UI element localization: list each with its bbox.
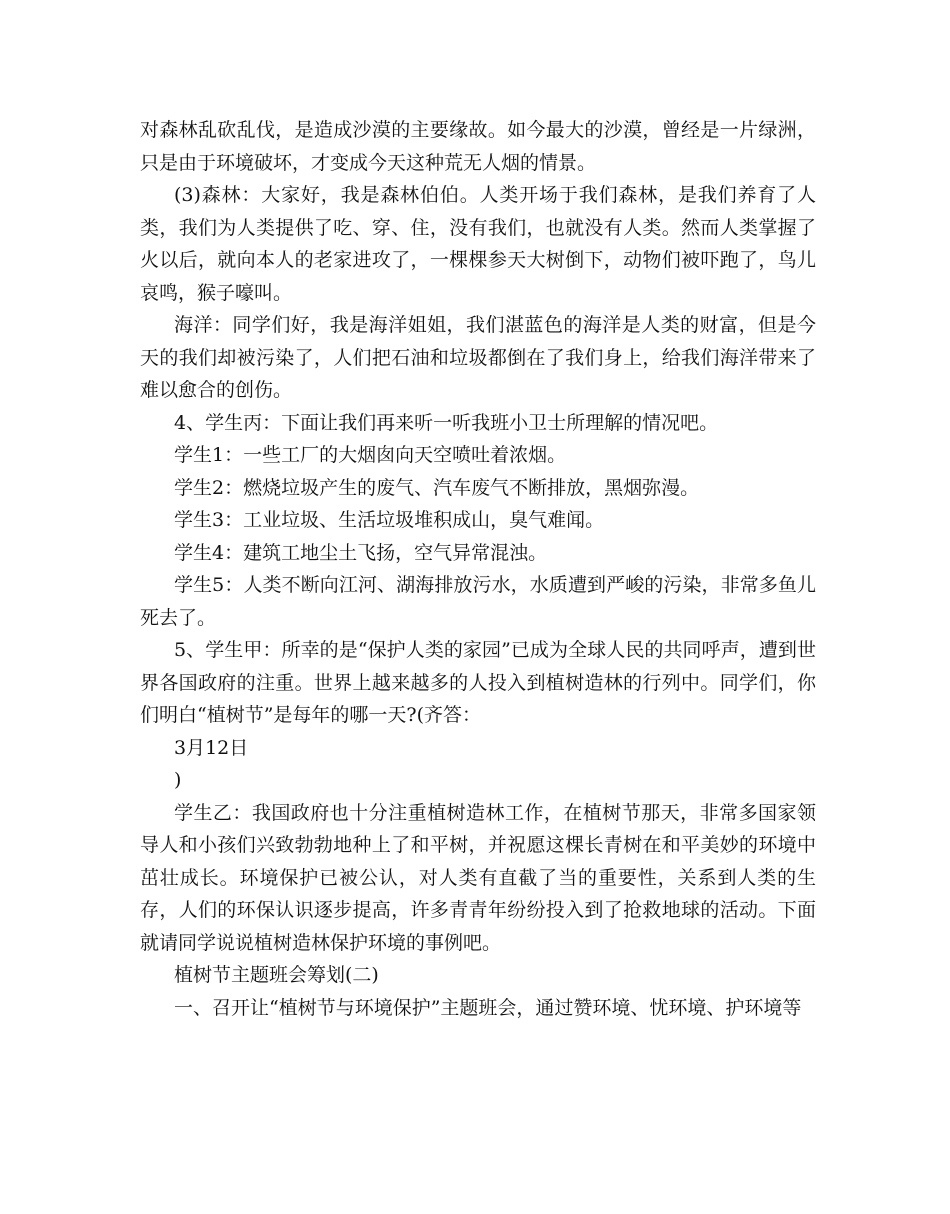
paragraph-student-5: 学生5：人类不断向江河、湖海排放污水，水质遭到严峻的污染，非常多鱼儿死去了。 bbox=[140, 574, 816, 629]
paragraph-student-1: 学生1：一些工厂的大烟囱向天空喷吐着浓烟。 bbox=[174, 444, 567, 466]
paragraph-student-a: 5、学生甲：所幸的是“保护人类的家园”已成为全球人民的共同呼声，遭到世界各国政府的注重。世界上越来越多的人投入到植树造林的行列中。同学们，你们明白“植树节”是每年的哪一天?(齐答： bbox=[140, 639, 816, 726]
paragraph-student-c: 4、学生丙：下面让我们再来听一听我班小卫士所理解的情况吧。 bbox=[174, 411, 719, 434]
paragraph-student-3: 学生3：工业垃圾、生活垃圾堆积成山，臭气难闻。 bbox=[174, 509, 605, 531]
paragraph-closing-paren: ) bbox=[174, 769, 182, 791]
paragraph-ocean-speech: 海洋：同学们好，我是海洋姐姐，我们湛蓝色的海洋是人类的财富，但是今天的我们却被污染了，人们把石油和垃圾都倒在了我们身上，给我们海洋带来了难以愈合的创伤。 bbox=[140, 314, 816, 401]
paragraph-section-one: 一、召开让“植树节与环境保护”主题班会，通过赞环境、忧环境、护环境等 bbox=[174, 996, 802, 1019]
document-body bbox=[140, 114, 816, 1024]
paragraph-desert-cause: 对森林乱砍乱伐，是造成沙漠的主要缘故。如今最大的沙漠，曾经是一片绿洲，只是由于环境破坏，才变成今天这种荒无人烟的情景。 bbox=[140, 119, 816, 174]
paragraph-date-answer: 3月12日 bbox=[174, 736, 249, 759]
paragraph-forest-speech: (3)森林：大家好，我是森林伯伯。人类开场于我们森林，是我们养育了人类，我们为人类提供了吃、穿、住，没有我们，也就没有人类。然而人类掌握了火以后，就向本人的老家进攻了，一棵棵参天大树倒下，动物们被吓跑了，鸟儿哀鸣，猴子嚎叫。 bbox=[140, 184, 816, 304]
paragraph-student-2: 学生2：燃烧垃圾产生的废气、汽车废气不断排放，黑烟弥漫。 bbox=[174, 476, 700, 499]
paragraph-student-4: 学生4：建筑工地尘土飞扬，空气异常混浊。 bbox=[174, 541, 548, 564]
section-heading: 植树节主题班会筹划(二) bbox=[174, 964, 379, 986]
paragraph-student-b: 学生乙：我国政府也十分注重植树造林工作，在植树节那天，非常多国家领导人和小孩们兴致勃勃地种上了和平树，并祝愿这棵长青树在和平美妙的环境中茁壮成长。环境保护已被公认，对人类有直截了当的重要性，关系到人类的生存，人们的环保认识逐步提高，许多青青年纷纷投入到了抢救地球的活动。下面就请同学说说植树造林保护环境的事例吧。 bbox=[140, 801, 816, 954]
